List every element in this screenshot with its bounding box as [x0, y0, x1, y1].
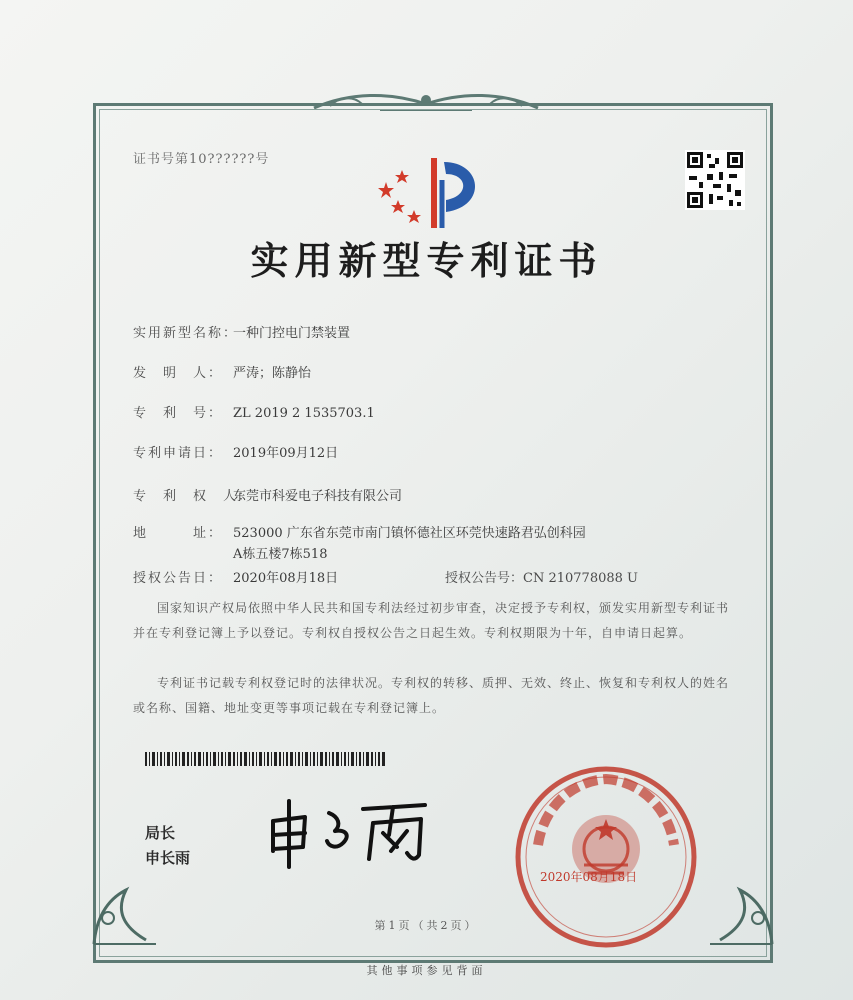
field-grant-date: 授权公告日： 2020年08月18日 — [133, 571, 339, 586]
footer-note: 其他事项参见背面 — [366, 964, 487, 977]
body-paragraph-1: 国家知识产权局依照中华人民共和国专利法经过初步审查，决定授予专利权，颁发实用新型专利证书并在专利登记簿上予以登记。专利权自授权公告之日起生效。专利权期限为十年，自申请日起算。 — [133, 601, 730, 640]
field-grant-number: 授权公告号：CN 210778088 U — [445, 571, 638, 586]
officer-name: 申长雨 — [145, 849, 191, 867]
certificate-title: 实用新型专利证书 — [250, 238, 603, 283]
field-application-date: 专利申请日： 2019年09月12日 — [133, 446, 339, 461]
certificate-number: 证书号第10??????号 — [133, 152, 270, 167]
page-number: 第1页（共2页） — [374, 919, 479, 932]
body-paragraph-2: 专利证书记载专利权登记时的法律状况。专利权的转移、质押、无效、终止、恢复和专利权人的姓名或名称、国籍、地址变更等事项记载在专利登记簿上。 — [133, 676, 730, 715]
cnipa-logo-icon — [372, 152, 502, 232]
signature-icon — [265, 795, 445, 870]
corner-ornament-right-icon — [690, 860, 780, 950]
field-inventor: 发 明 人： 严涛；陈静怡 — [133, 366, 312, 381]
field-patent-number: 专 利 号： ZL 2019 2 1535703.1 — [133, 406, 375, 421]
field-address-line2: A栋五楼7栋518 — [233, 547, 328, 562]
qr-code-icon — [685, 150, 745, 210]
officer-title: 局长 — [145, 824, 176, 842]
field-utility-model-name: 实用新型名称：一种门控电门禁装置 — [133, 326, 351, 341]
barcode-icon — [145, 752, 385, 766]
field-patentee: 专 利 权 人：东莞市科爱电子科技有限公司 — [133, 489, 403, 504]
seal-date: 2020年08月18日 — [540, 870, 638, 884]
corner-ornament-left-icon — [86, 860, 176, 950]
field-address: 地 址： 523000 广东省东莞市南门镇怀德社区环莞快速路君弘创科园 — [133, 526, 586, 541]
